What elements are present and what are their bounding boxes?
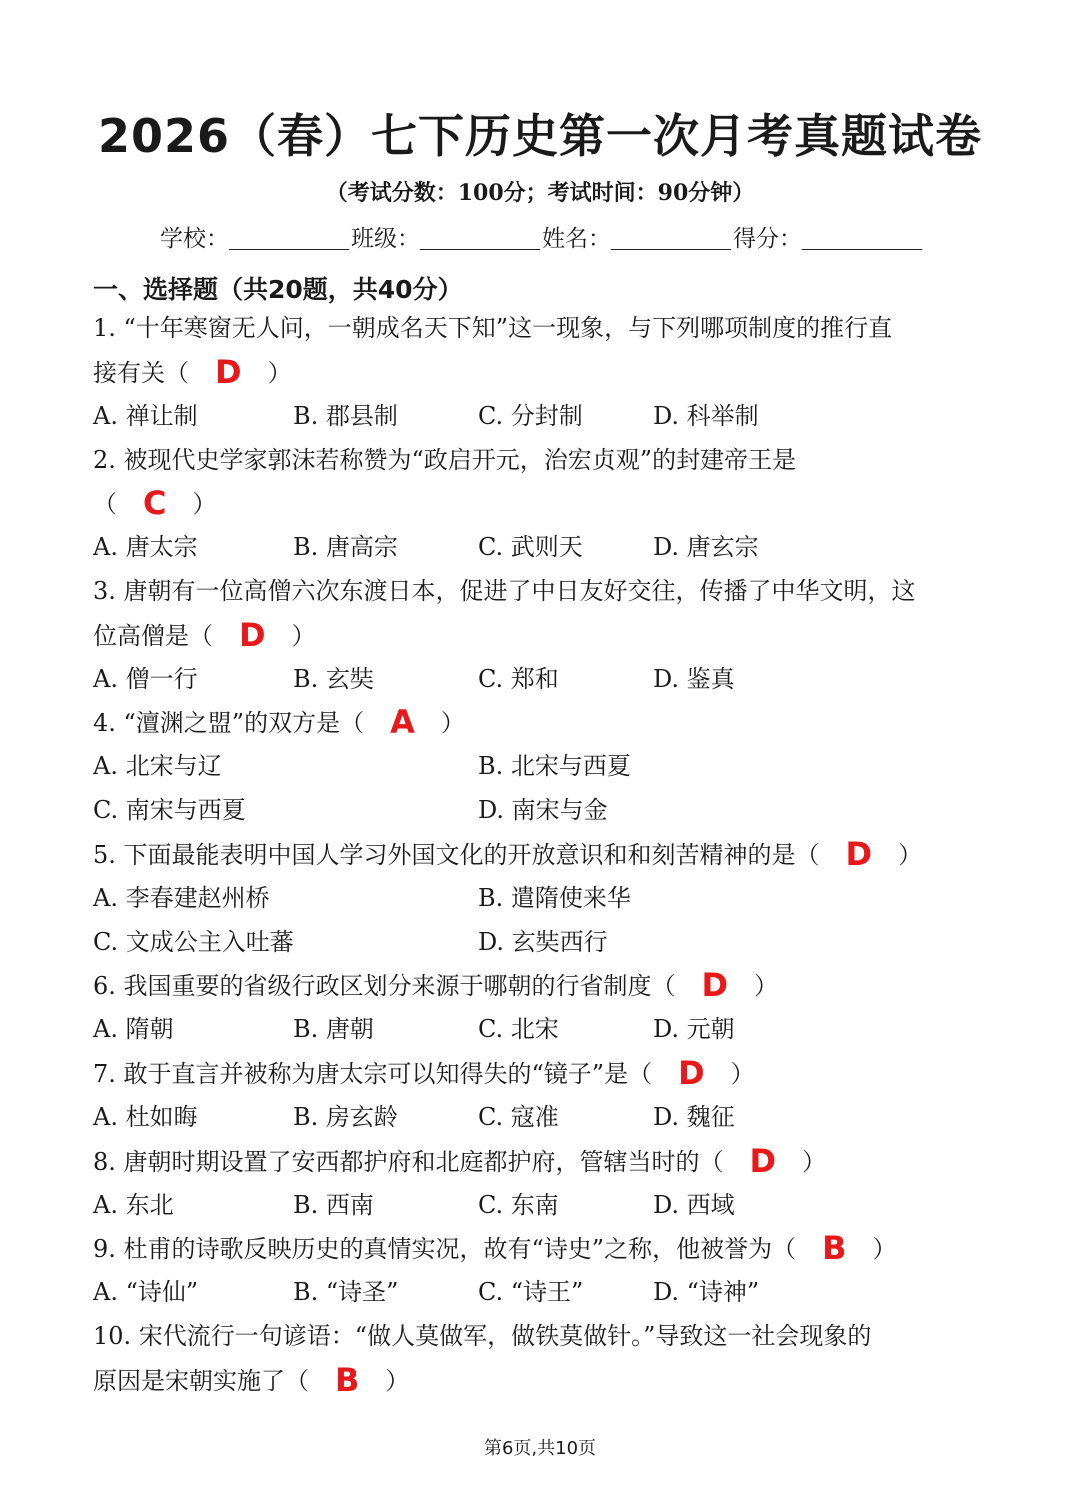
question-3-close: ）	[291, 622, 316, 650]
option-d: D. 元朝	[653, 1015, 735, 1043]
option-b: B. 房玄龄	[293, 1103, 398, 1131]
option-d: D. 唐玄宗	[653, 533, 759, 561]
option-a: A. “诗仙”	[93, 1278, 199, 1306]
option-a: A. 杜如晦	[93, 1103, 198, 1131]
question-5-close: ）	[898, 841, 923, 869]
question-6-close: ）	[754, 972, 779, 1000]
option-d: D. 玄奘西行	[478, 928, 608, 956]
school-label: 学校：	[160, 226, 229, 252]
question-1-line1	[93, 312, 993, 344]
option-a: A. 唐太宗	[93, 533, 198, 561]
question-4-options-row1	[93, 750, 993, 782]
option-d: D. 南宋与金	[478, 796, 608, 824]
question-6-text: 6. 我国重要的省级行政区划分来源于哪朝的行省制度（	[93, 972, 676, 1000]
name-blank[interactable]	[611, 225, 731, 250]
class-label: 班级：	[351, 226, 420, 252]
option-c: C. 文成公主入吐蕃	[93, 928, 294, 956]
question-3-options	[93, 663, 993, 695]
question-3-text: 3. 唐朝有一位高僧六次东渡日本，促进了中日友好交往，传播了中华文明，这	[93, 577, 916, 605]
option-b: B. 玄奘	[293, 665, 374, 693]
option-d: D. 科举制	[653, 402, 759, 430]
option-d: D. 西域	[653, 1191, 735, 1219]
student-info-line	[160, 220, 960, 253]
question-7-line1	[93, 1054, 993, 1092]
question-8-close: ）	[802, 1148, 827, 1176]
page-title: 2026（春）七下历史第一次月考真题试卷	[97, 109, 983, 163]
option-c: C. 北宋	[478, 1015, 559, 1043]
question-4-answer: A	[390, 703, 415, 741]
option-a: A. 隋朝	[93, 1015, 174, 1043]
option-c: C. 武则天	[478, 533, 583, 561]
question-10-answer: B	[335, 1361, 360, 1399]
question-6-answer: D	[701, 966, 729, 1004]
exam-subtitle: （考试分数：100分；考试时间：90分钟）	[325, 180, 755, 206]
question-2-close: ）	[192, 490, 217, 518]
question-3-text-cont: 位高僧是（	[93, 622, 213, 650]
option-d: D. 鉴真	[653, 665, 735, 693]
question-2-line2	[93, 484, 993, 522]
question-1-text: 1. “十年寒窗无人问，一朝成名天下知”这一现象，与下列哪项制度的推行直	[93, 314, 893, 342]
question-9-options	[93, 1276, 993, 1308]
question-6-options	[93, 1013, 993, 1045]
question-4-close: ）	[440, 709, 465, 737]
question-9-close: ）	[872, 1235, 897, 1263]
question-5-line1	[93, 835, 993, 873]
question-1-line2	[93, 353, 993, 391]
option-a: A. 李春建赵州桥	[93, 884, 270, 912]
question-5-text: 5. 下面最能表明中国人学习外国文化的开放意识和和刻苦精神的是（	[93, 841, 820, 869]
question-7-text: 7. 敢于直言并被称为唐太宗可以知得失的“镜子”是（	[93, 1060, 653, 1088]
question-9-answer: B	[822, 1229, 847, 1267]
question-7-answer: D	[678, 1054, 705, 1092]
option-c: C. 东南	[478, 1191, 559, 1219]
question-3-line2	[93, 616, 993, 654]
question-4-text: 4. “澶渊之盟”的双方是（	[93, 709, 365, 737]
page-footer: 第6页,共10页	[483, 1438, 597, 1459]
question-5-options-row1	[93, 882, 993, 914]
question-3-line1	[93, 575, 993, 607]
option-c: C. 南宋与西夏	[93, 796, 246, 824]
question-8-answer: D	[749, 1142, 777, 1180]
question-5-options-row2	[93, 926, 993, 958]
question-9-text: 9. 杜甫的诗歌反映历史的真情实况，故有“诗史”之称，他被誉为（	[93, 1235, 797, 1263]
option-b: B. 郡县制	[293, 402, 398, 430]
question-4-line1	[93, 703, 993, 741]
score-blank[interactable]	[802, 225, 922, 250]
question-6-line1	[93, 966, 993, 1004]
question-2-text: 2. 被现代史学家郭沫若称赞为“政启开元，治宏贞观”的封建帝王是	[93, 446, 797, 474]
question-3-answer: D	[239, 616, 266, 654]
question-8-options	[93, 1189, 993, 1221]
option-a: A. 东北	[93, 1191, 174, 1219]
option-b: B. 唐高宗	[293, 533, 398, 561]
option-a: A. 北宋与辽	[93, 752, 222, 780]
option-d: D. “诗神”	[653, 1278, 760, 1306]
option-a: A. 僧一行	[93, 665, 198, 693]
option-b: B. “诗圣”	[293, 1278, 399, 1306]
school-blank[interactable]	[229, 225, 349, 250]
class-blank[interactable]	[420, 225, 540, 250]
option-c: C. “诗王”	[478, 1278, 584, 1306]
question-10-text: 10. 宋代流行一句谚语：“做人莫做军，做铁莫做针。”导致这一社会现象的	[93, 1322, 872, 1350]
question-1-options	[93, 400, 993, 432]
question-10-line2	[93, 1361, 993, 1399]
question-1-answer: D	[215, 353, 242, 391]
question-1-close: ）	[267, 359, 292, 387]
question-10-line1	[93, 1320, 993, 1352]
option-b: B. 西南	[293, 1191, 374, 1219]
name-label: 姓名：	[542, 226, 611, 252]
option-b: B. 唐朝	[293, 1015, 374, 1043]
question-1-text-cont: 接有关（	[93, 359, 189, 387]
question-9-line1	[93, 1229, 993, 1267]
question-2-line1	[93, 444, 993, 476]
question-4-options-row2	[93, 794, 993, 826]
question-8-line1	[93, 1142, 993, 1180]
question-2-options	[93, 531, 993, 563]
option-c: C. 寇准	[478, 1103, 559, 1131]
question-10-text-cont: 原因是宋朝实施了（	[93, 1367, 309, 1395]
option-c: C. 郑和	[478, 665, 559, 693]
option-d: D. 魏征	[653, 1103, 735, 1131]
question-8-text: 8. 唐朝时期设置了安西都护府和北庭都护府，管辖当时的（	[93, 1148, 724, 1176]
question-2-text-cont: （	[93, 490, 117, 518]
question-7-close: ）	[730, 1060, 755, 1088]
question-5-answer: D	[845, 835, 873, 873]
option-a: A. 禅让制	[93, 402, 198, 430]
question-10-close: ）	[385, 1367, 410, 1395]
score-label: 得分：	[733, 226, 802, 252]
option-b: B. 北宋与西夏	[478, 752, 631, 780]
option-b: B. 遣隋使来华	[478, 884, 631, 912]
option-c: C. 分封制	[478, 402, 583, 430]
question-7-options	[93, 1101, 993, 1133]
section-title: 一、选择题（共20题，共40分）	[93, 275, 463, 304]
question-2-answer: C	[143, 484, 167, 522]
